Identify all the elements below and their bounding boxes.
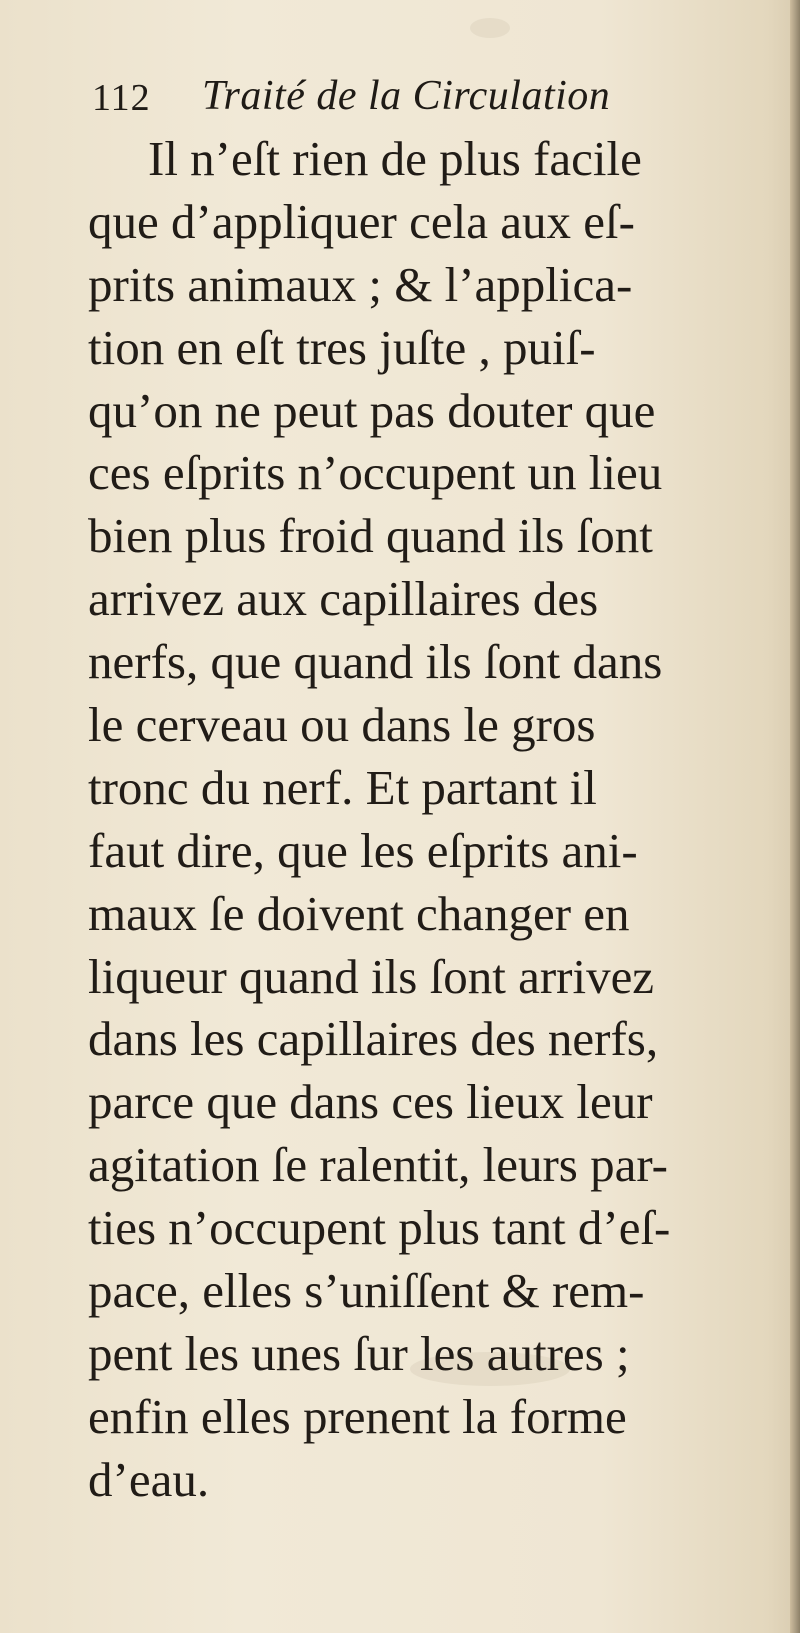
paper-stain [470,18,510,38]
text-line: parce que dans ces lieux leur [88,1074,653,1130]
text-line: pace, elles s’uniſſent & rem- [88,1263,645,1319]
text-line: faut dire, que les eſprits ani- [88,822,638,878]
text-line: que d’appliquer cela aux eſ- [88,193,635,249]
text-line: agitation ſe ralentit, leurs par- [88,1137,668,1193]
text-line: bien plus froid quand ils ſont [88,508,653,564]
page-header [92,72,712,124]
text-line: prits animaux ; & l’applica- [88,256,633,312]
text-line: ties n’occupent plus tant d’eſ- [88,1200,671,1256]
text-line: tronc du nerf. Et partant il [88,759,597,815]
text-line: Il n’eſt rien de plus facile [148,131,642,186]
text-line: d’eau. [88,1451,210,1507]
text-line: dans les capillaires des nerfs, [88,1011,659,1067]
running-title: Traité de la Circulation [202,73,611,119]
page-edge [790,0,800,1633]
text-line: arrivez aux capillaires des [88,571,599,627]
page-number: 112 [92,77,151,119]
text-line: ces eſprits n’occupent un lieu [88,445,663,501]
text-line: qu’on ne peut pas douter que [88,382,656,438]
body-text [88,128,712,1512]
text-line: pent les unes ſur les autres ; [88,1325,630,1381]
text-line: maux ſe doivent changer en [88,885,630,941]
text-line: enfin elles prenent la forme [88,1388,627,1444]
text-line: liqueur quand ils ſont arrivez [88,948,655,1004]
text-line: nerfs, que quand ils ſont dans [88,634,663,690]
text-line: le cerveau ou dans le gros [88,697,596,753]
text-line: tion en eſt tres juſte , puiſ- [88,319,596,375]
